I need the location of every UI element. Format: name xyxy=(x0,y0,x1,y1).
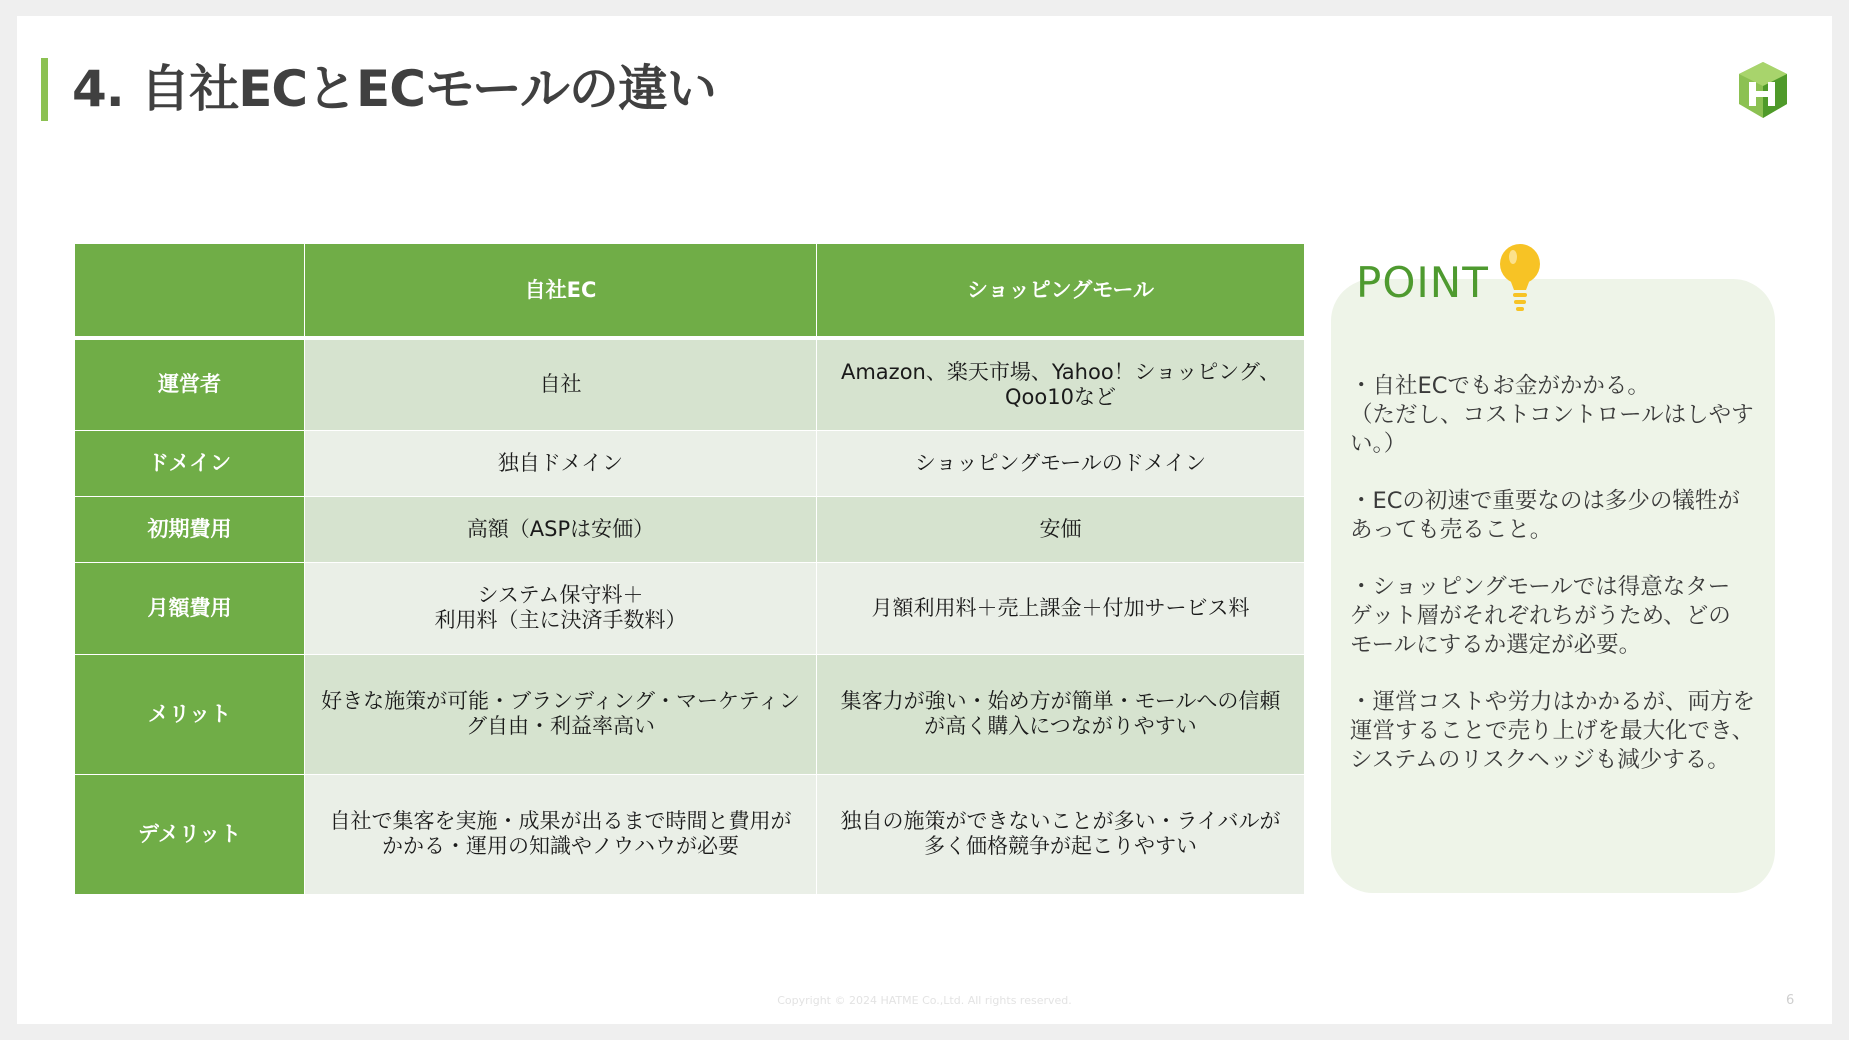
table-header-row xyxy=(75,244,1305,339)
comparison-table xyxy=(74,243,1305,895)
row-label: ドメイン xyxy=(75,430,305,496)
cell-own-ec: システム保守料＋ 利用料（主に決済手数料） xyxy=(305,562,817,654)
page-number: 6 xyxy=(1786,993,1795,1008)
point-title: POINT xyxy=(1356,258,1489,307)
row-label: メリット xyxy=(75,654,305,774)
row-label: 運営者 xyxy=(75,338,305,430)
cell-own-ec: 独自ドメイン xyxy=(305,430,817,496)
page-title: 4. 自社ECとECモールの違い xyxy=(72,60,716,118)
point-body xyxy=(1350,372,1770,803)
header-shopping-mall: ショッピングモール xyxy=(817,244,1305,339)
row-label: 月額費用 xyxy=(75,562,305,654)
cell-own-ec: 自社で集客を実施・成果が出るまで時間と費用が かかる・運用の知識やノウハウが必要 xyxy=(305,774,817,894)
cell-mall: 集客力が強い・始め方が簡単・モールへの信頼 が高く購入につながりやすい xyxy=(817,654,1305,774)
title-accent-bar xyxy=(41,58,48,121)
copyright-text: Copyright © 2024 HATME Co.,Ltd. All rights reserved. xyxy=(777,994,1072,1007)
cell-mall: ショッピングモールのドメイン xyxy=(817,430,1305,496)
lightbulb-icon xyxy=(1496,242,1544,314)
table-row xyxy=(75,774,1305,894)
row-label: デメリット xyxy=(75,774,305,894)
table-row xyxy=(75,338,1305,430)
header-corner-cell xyxy=(75,244,305,339)
cell-mall: Amazon、楽天市場、Yahoo！ショッピング、 Qoo10など xyxy=(817,338,1305,430)
header-own-ec: 自社EC xyxy=(305,244,817,339)
cell-mall: 月額利用料＋売上課金＋付加サービス料 xyxy=(817,562,1305,654)
cell-mall: 独自の施策ができないことが多い・ライバルが 多く価格競争が起こりやすい xyxy=(817,774,1305,894)
cell-own-ec: 好きな施策が可能・ブランディング・マーケティン グ自由・利益率高い xyxy=(305,654,817,774)
hatme-logo-icon xyxy=(1735,60,1791,120)
row-label: 初期費用 xyxy=(75,496,305,562)
cell-own-ec: 自社 xyxy=(305,338,817,430)
point-item: ・ショッピングモールでは得意なター ゲット層がそれぞれちがうため、どの モールにするか選定が必要。 xyxy=(1350,574,1731,658)
cell-mall: 安価 xyxy=(817,496,1305,562)
point-item: ・ECの初速で重要なのは多少の犠牲が あっても売ること。 xyxy=(1350,488,1740,543)
table-row xyxy=(75,562,1305,654)
table-row xyxy=(75,430,1305,496)
cell-own-ec: 高額（ASPは安価） xyxy=(305,496,817,562)
point-item: ・運営コストや労力はかかるが、両方を 運営することで売り上げを最大化でき、 システムのリスクヘッジも減少する。 xyxy=(1350,689,1756,773)
point-item: ・自社ECでもお金がかかる。 （ただし、コストコントロールはしやす い。） xyxy=(1350,373,1754,457)
table-row xyxy=(75,496,1305,562)
table-row xyxy=(75,654,1305,774)
